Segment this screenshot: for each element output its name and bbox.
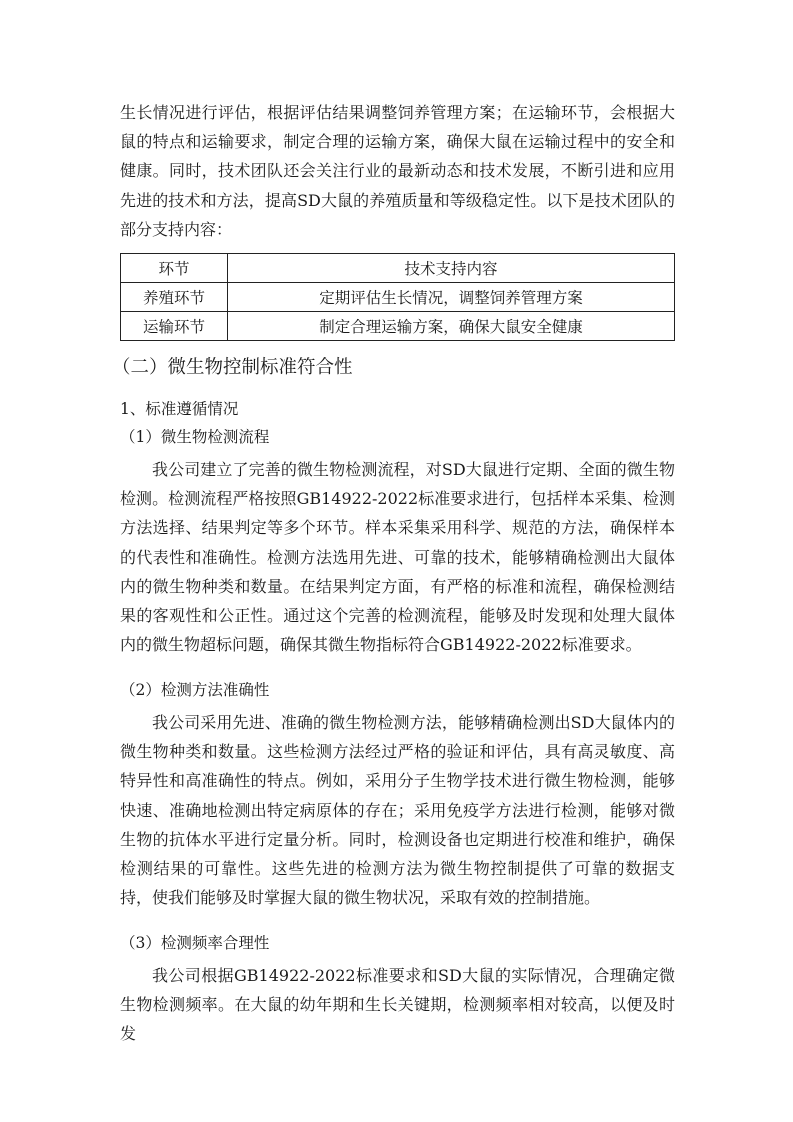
table-cell: 养殖环节 bbox=[121, 283, 228, 312]
item-heading: （2）检测方法准确性 bbox=[120, 681, 270, 699]
table-header-cell: 技术支持内容 bbox=[228, 254, 675, 283]
intro-paragraph: 生长情况进行评估，根据评估结果调整饲养管理方案；在运输环节，会根据大鼠的特点和运输要求，制定合理的运输方案，确保大鼠在运输过程中的安全和健康。同时，技术团队还会关注行业的最新动态和技术发展，不断引进和应用先进的技术和方法，提高SD大鼠的养殖质量和等级稳定性。以下是技术团队的部分支持内容： bbox=[120, 103, 675, 239]
subsection-heading: 1、标准遵循情况 bbox=[120, 400, 239, 418]
table-header-row bbox=[121, 254, 675, 283]
item-paragraph: 我公司根据GB14922-2022标准要求和SD大鼠的实际情况，合理确定微生物检测频率。在大鼠的幼年期和生长关键期，检测频率相对较高，以便及时发 bbox=[120, 966, 675, 1044]
item-paragraph: 我公司建立了完善的微生物检测流程，对SD大鼠进行定期、全面的微生物检测。检测流程严格按照GB14922-2022标准要求进行，包括样本采集、检测方法选择、结果判定等多个环节。样本采集采用科学、规范的方法，确保样本的代表性和准确性。检测方法选用先进、可靠的技术，能够精确检测出大鼠体内的微生物种类和数量。在结果判定方面，有严格的标准和流程，确保检测结果的客观性和公正性。通过这个完善的检测流程，能够及时发现和处理大鼠体内的微生物超标问题，确保其微生物指标符合GB14922-2022标准要求。 bbox=[120, 460, 675, 655]
table-cell: 定期评估生长情况，调整饲养管理方案 bbox=[228, 283, 675, 312]
item-heading: （1）微生物检测流程 bbox=[120, 428, 270, 446]
table-cell: 运输环节 bbox=[121, 312, 228, 341]
item-paragraph: 我公司采用先进、准确的微生物检测方法，能够精确检测出SD大鼠体内的微生物种类和数量。这些检测方法经过严格的验证和评估，具有高灵敏度、高特异性和高准确性的特点。例如，采用分子生物学技术进行微生物检测，能够快速、准确地检测出特定病原体的存在；采用免疫学方法进行检测，能够对微生物的抗体水平进行定量分析。同时，检测设备也定期进行校准和维护，确保检测结果的可靠性。这些先进的检测方法为微生物控制提供了可靠的数据支持，使我们能够及时掌握大鼠的微生物状况，采取有效的控制措施。 bbox=[120, 713, 675, 908]
section-heading: （二）微生物控制标准符合性 bbox=[112, 357, 353, 378]
item-heading: （3）检测频率合理性 bbox=[120, 934, 270, 952]
table-header-cell: 环节 bbox=[121, 254, 228, 283]
table-row bbox=[121, 312, 675, 341]
table-row bbox=[121, 283, 675, 312]
table-cell: 制定合理运输方案，确保大鼠安全健康 bbox=[228, 312, 675, 341]
tech-support-table bbox=[120, 253, 675, 341]
